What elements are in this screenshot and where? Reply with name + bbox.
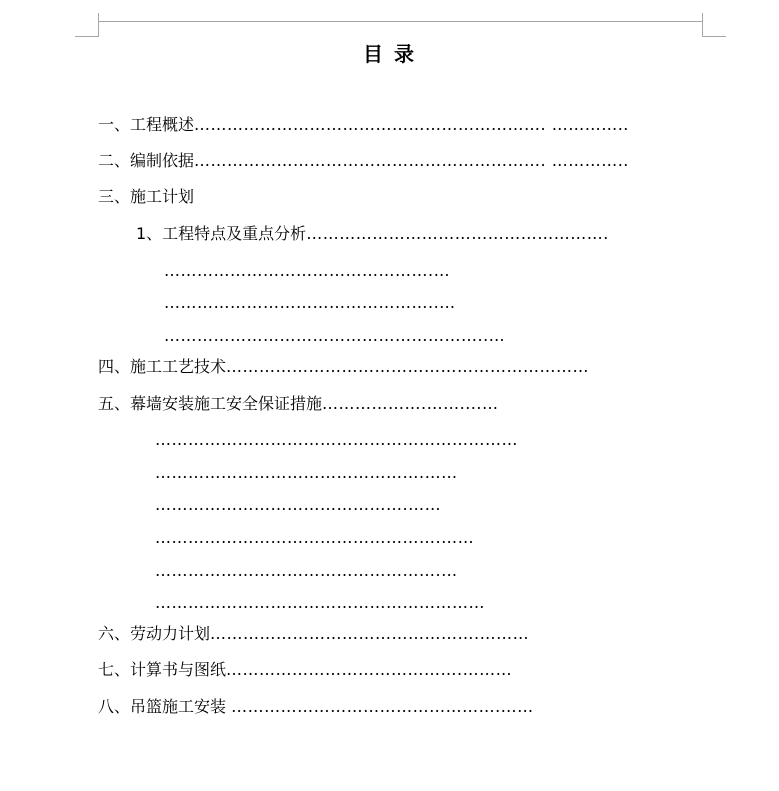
toc-entry — [98, 660, 512, 680]
toc-entry — [155, 495, 441, 515]
toc-entry-leader: ………………………………………….……… — [210, 624, 530, 643]
toc-entry-leader: ……………….……....… — [322, 394, 499, 413]
toc-entry — [98, 394, 498, 414]
toc-entry — [98, 624, 529, 644]
toc-entry-leader: …………………………………….……… — [226, 660, 513, 679]
toc-entry — [98, 115, 629, 135]
toc-entry — [164, 293, 456, 313]
toc-entry-leader: ………………………………………………………… — [226, 357, 590, 376]
toc-entry-leader: ………………………………………………………… — [155, 430, 518, 449]
toc-entry — [155, 593, 485, 613]
header-rule — [98, 21, 703, 22]
crop-mark-top-left-horizontal — [75, 36, 99, 37]
toc-entry-label: 五、幕墙安装施工安全保证措施 — [98, 394, 323, 413]
toc-entry-leader: ………………………………………………. — [306, 224, 609, 243]
toc-entry-label: 七、计算书与图纸 — [98, 660, 227, 679]
toc-entry — [155, 463, 458, 483]
toc-entry-leader: …………………………………………….… — [155, 561, 458, 580]
toc-entry — [164, 261, 450, 281]
toc-entry-label: 二、编制依据 — [98, 151, 195, 170]
toc-entry-label: 四、施工工艺技术 — [98, 357, 227, 376]
crop-mark-top-left-vertical — [98, 13, 99, 37]
toc-entry-label: 三、施工计划 — [98, 187, 195, 206]
toc-entry-label: 六、劳动力计划 — [98, 624, 211, 643]
toc-entry-label: 八、吊篮施工安装 — [98, 697, 232, 716]
toc-entry-leader: …………………………………………..… — [164, 293, 456, 312]
toc-entry — [155, 528, 474, 548]
toc-entry-leader: …………………………………………………..… — [164, 326, 506, 345]
toc-entry-leader: ………………………………………………………. ………….. — [194, 151, 629, 170]
toc-entry — [136, 224, 609, 244]
toc-entry-leader: …………………………………………………… — [155, 593, 485, 612]
toc-entry-leader: ………………………………………….… — [164, 261, 451, 280]
toc-entry — [98, 357, 589, 377]
toc-entry-leader: ………………………………………………………. ………….. — [194, 115, 629, 134]
toc-entry-leader: ………………………………………….…… — [155, 463, 458, 482]
toc-entry — [155, 561, 458, 581]
toc-entry-leader: ………………………………………….…… — [231, 697, 534, 716]
toc-entry-label: 1、工程特点及重点分析 — [136, 224, 307, 243]
toc-entry-label: 一、工程概述 — [98, 115, 195, 134]
toc-title: 目 录 — [363, 42, 416, 66]
toc-entry-leader: …………………………………………….…… — [155, 528, 475, 547]
toc-entry — [155, 430, 518, 450]
toc-entry — [98, 151, 629, 171]
toc-entry — [98, 697, 534, 717]
toc-entry — [164, 326, 505, 346]
crop-mark-top-right-vertical — [702, 13, 703, 37]
crop-mark-top-right-horizontal — [702, 36, 726, 37]
toc-entry — [98, 187, 194, 207]
toc-entry-leader: ……………………………………….…… — [155, 495, 442, 514]
